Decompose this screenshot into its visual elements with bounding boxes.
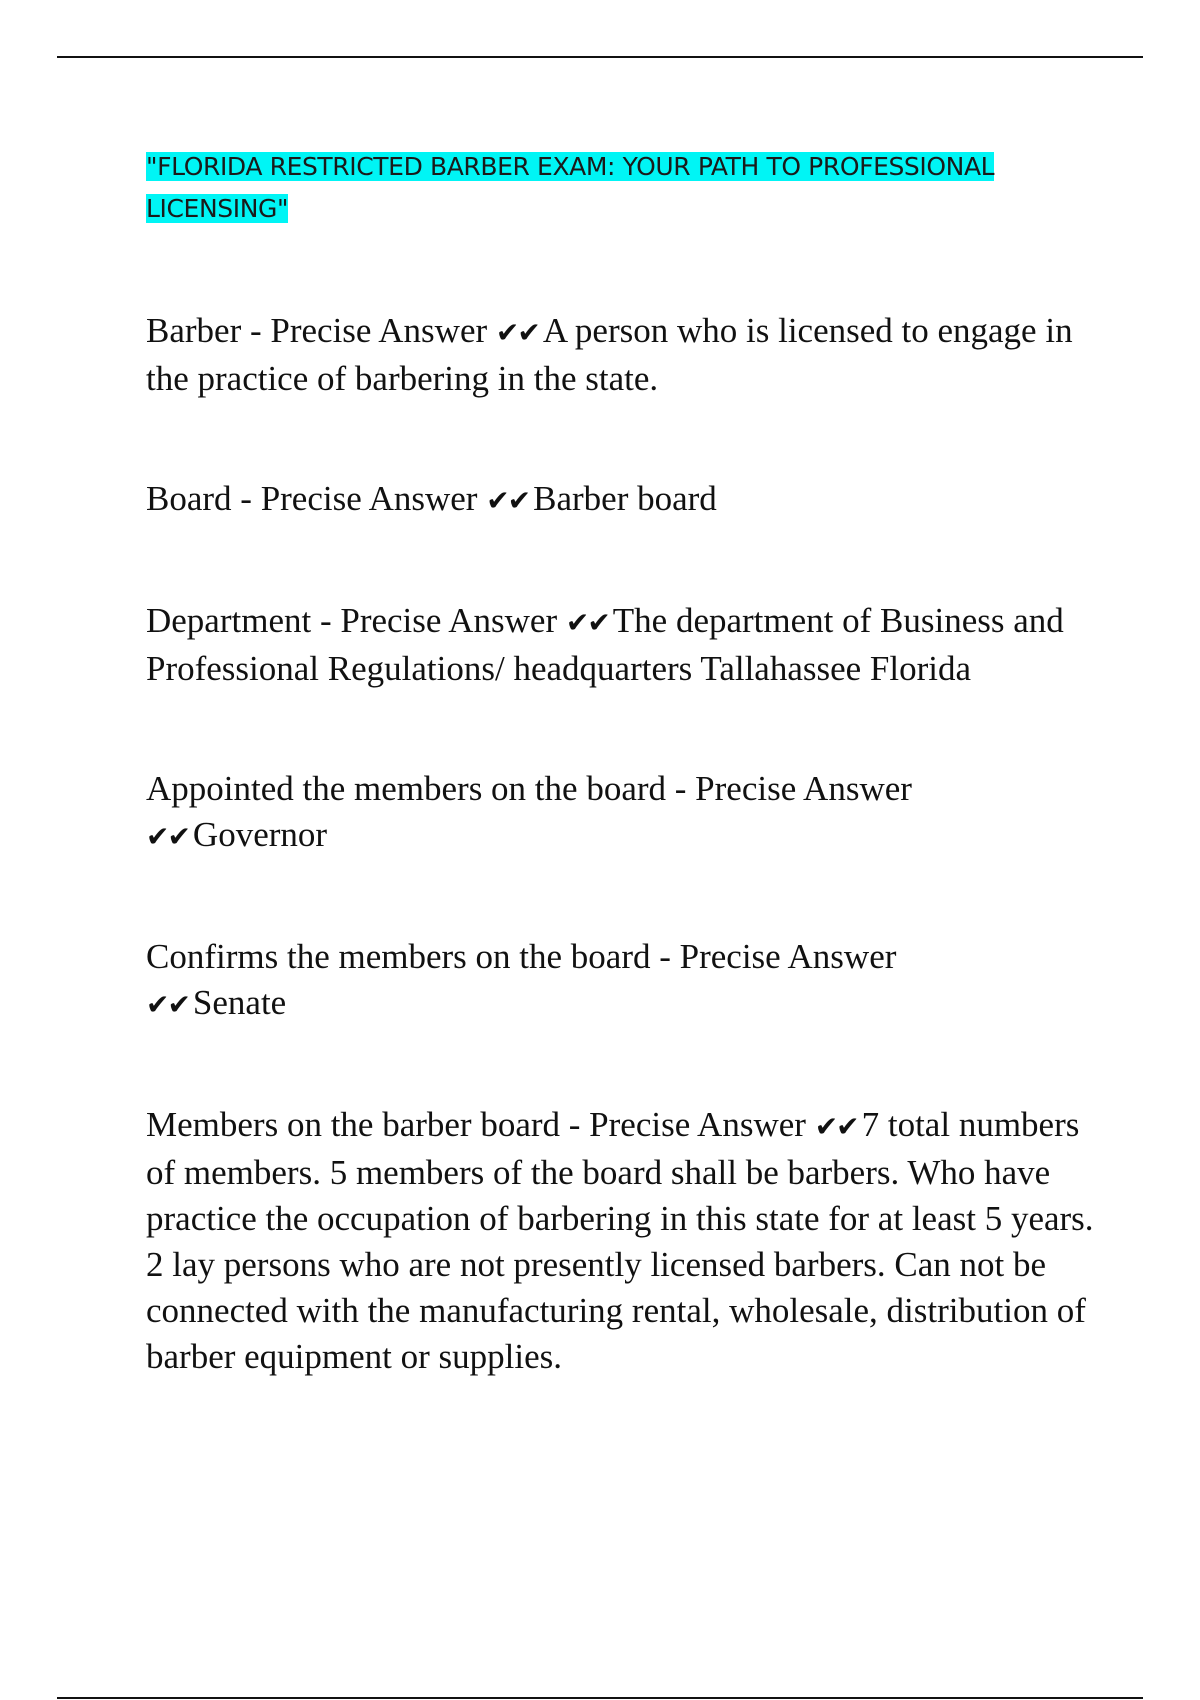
- answer-text: The department of Business and Professional Regulations/ headquarters Tallahassee Florida: [146, 601, 1064, 688]
- top-divider: [57, 56, 1143, 58]
- question-text: Confirms the members on the board - Precise Answer: [146, 937, 897, 976]
- qa-item: [146, 308, 1096, 402]
- answer-text: Governor: [192, 815, 328, 854]
- double-check-icon: ✔✔: [495, 316, 539, 349]
- double-check-icon: ✔✔: [146, 820, 189, 853]
- question-text: Members on the barber board - Precise Answer: [146, 1105, 806, 1144]
- answer-text: A person who is licensed to engage in the practice of barbering in the state.: [146, 311, 1073, 398]
- answer-text: Barber board: [533, 479, 717, 518]
- double-check-icon: ✔✔: [565, 606, 609, 639]
- qa-item: [146, 1102, 1096, 1380]
- document-body: [146, 146, 1096, 1454]
- question-text: Barber - Precise Answer: [146, 311, 488, 350]
- qa-item: [146, 598, 1096, 692]
- question-text: Department - Precise Answer: [146, 601, 558, 640]
- qa-item: [146, 934, 1096, 1028]
- question-text: Board - Precise Answer: [146, 479, 478, 518]
- qa-item: [146, 766, 1096, 860]
- answer-text: 7 total numbers of members. 5 members of the board shall be barbers. Who have practice the occupation of barbering in this state for at least 5 years. 2 lay persons who are not presently licensed barbers. Can not be connected with the manufacturing rental, wholesale, distribution of barber equipment or supplies.: [146, 1105, 1094, 1376]
- double-check-icon: ✔✔: [146, 988, 189, 1021]
- qa-item: [146, 476, 1096, 524]
- bottom-divider: [57, 1697, 1143, 1699]
- question-text: Appointed the members on the board - Precise Answer: [146, 769, 912, 808]
- answer-text: Senate: [192, 983, 287, 1022]
- double-check-icon: ✔✔: [486, 484, 530, 517]
- double-check-icon: ✔✔: [814, 1110, 858, 1143]
- document-title: "FLORIDA RESTRICTED BARBER EXAM: YOUR PATH TO PROFESSIONAL LICENSING": [146, 152, 995, 223]
